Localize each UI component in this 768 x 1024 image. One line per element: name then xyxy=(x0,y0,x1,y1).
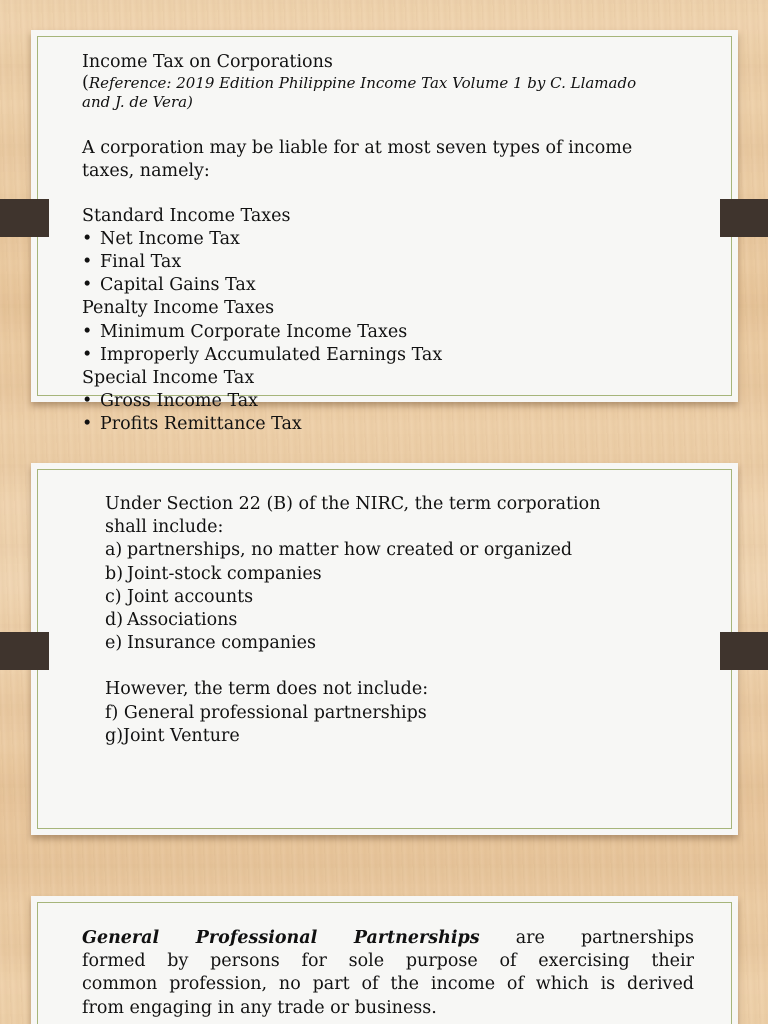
slide-tab-left xyxy=(0,632,49,670)
slide-tab-right xyxy=(720,199,768,237)
group-heading-standard: Standard Income Taxes xyxy=(82,205,291,226)
paragraph-line: General Professional Partnerships are partnerships xyxy=(82,928,694,948)
slide1-intro: A corporation may be liable for at most seven types of income xyxy=(82,138,633,159)
list-item: • Profits Remittance Tax xyxy=(82,414,302,435)
list-item: d) Associations xyxy=(105,610,238,631)
slide3-paragraph xyxy=(82,927,694,1020)
paragraph-line: common profession, no part of the income of which is derived xyxy=(82,974,694,995)
paragraph-line: formed by persons for sole purpose of exercising their xyxy=(82,951,694,972)
list-item: • Final Tax xyxy=(82,252,182,273)
slide2-exclude-intro: However, the term does not include: xyxy=(105,679,429,700)
list-item: • Net Income Tax xyxy=(82,228,240,249)
list-item: b) Joint-stock companies xyxy=(105,563,322,584)
list-item: g)Joint Venture xyxy=(105,725,240,746)
group-heading-penalty: Penalty Income Taxes xyxy=(82,298,275,319)
slide1-reference: (Reference: 2019 Edition Philippine Income Tax Volume 1 by C. Llamado xyxy=(82,73,637,94)
list-item: a) partnerships, no matter how created or organized xyxy=(105,540,573,561)
slide1-reference-cont: and J. de Vera) xyxy=(82,92,193,111)
slide2-content xyxy=(105,493,600,748)
slide2-intro-cont: shall include: xyxy=(105,517,224,538)
group-heading-special: Special Income Tax xyxy=(82,368,255,389)
list-item: f) General professional partnerships xyxy=(105,702,427,723)
gpp-term: General Professional Partnerships xyxy=(82,928,480,948)
list-item: • Improperly Accumulated Earnings Tax xyxy=(82,344,443,365)
slide1-title: Income Tax on Corporations xyxy=(82,52,333,72)
list-item: • Gross Income Tax xyxy=(82,391,259,412)
slide1-intro-cont: taxes, namely: xyxy=(82,161,210,182)
slide2-intro: Under Section 22 (B) of the NIRC, the term corporation xyxy=(105,494,601,514)
slide1-content xyxy=(82,51,636,437)
paragraph-line: from engaging in any trade or business. xyxy=(82,997,437,1018)
list-item: • Minimum Corporate Income Taxes xyxy=(82,321,408,342)
slide-tab-left xyxy=(0,199,49,237)
list-item: • Capital Gains Tax xyxy=(82,275,256,296)
slide-tab-right xyxy=(720,632,768,670)
list-item: c) Joint accounts xyxy=(105,586,254,607)
list-item: e) Insurance companies xyxy=(105,633,316,654)
